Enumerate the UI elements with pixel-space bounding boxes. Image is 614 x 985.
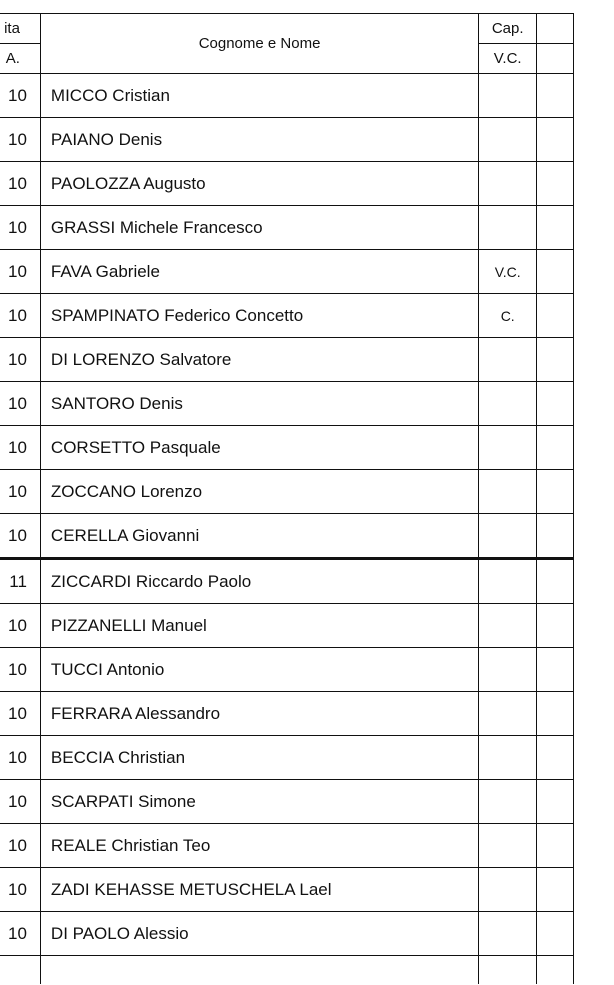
table-row bbox=[0, 824, 574, 868]
cell-extra bbox=[537, 514, 574, 559]
cell-name: CORSETTO Pasquale bbox=[40, 426, 478, 470]
cell-name: MICCO Cristian bbox=[40, 74, 478, 118]
cell-name: PIZZANELLI Manuel bbox=[40, 604, 478, 648]
cell-name: SCARPATI Simone bbox=[40, 780, 478, 824]
cell-extra bbox=[537, 470, 574, 514]
cell-cap: V.C. bbox=[479, 250, 537, 294]
header-extra-top bbox=[537, 14, 574, 44]
cell-name: SPAMPINATO Federico Concetto bbox=[40, 294, 478, 338]
cell-name: CERELLA Giovanni bbox=[40, 514, 478, 559]
cell-cap bbox=[479, 692, 537, 736]
cell-extra bbox=[537, 206, 574, 250]
cell-name: ZICCARDI Riccardo Paolo bbox=[40, 559, 478, 604]
cell-a: 10 bbox=[0, 868, 40, 912]
cell-a: 10 bbox=[0, 604, 40, 648]
cell-extra bbox=[537, 868, 574, 912]
cell-cap bbox=[479, 470, 537, 514]
table-row bbox=[0, 470, 574, 514]
table-row-partial bbox=[0, 956, 574, 985]
cell-name: FAVA Gabriele bbox=[40, 250, 478, 294]
cell-cap bbox=[479, 868, 537, 912]
cell-a: 10 bbox=[0, 250, 40, 294]
cell-name: ZADI KEHASSE METUSCHELA Lael bbox=[40, 868, 478, 912]
cell-a: 10 bbox=[0, 514, 40, 559]
cell-a: 10 bbox=[0, 294, 40, 338]
cell-extra bbox=[537, 736, 574, 780]
cell-cap bbox=[479, 736, 537, 780]
header-cap-top: Cap. bbox=[479, 14, 537, 44]
cell-a: 10 bbox=[0, 162, 40, 206]
cell-extra bbox=[537, 604, 574, 648]
cell-a: 10 bbox=[0, 648, 40, 692]
table-row bbox=[0, 338, 574, 382]
cell-a: 10 bbox=[0, 912, 40, 956]
header-a-top: ita bbox=[0, 14, 40, 44]
table-row bbox=[0, 426, 574, 470]
cell-extra bbox=[537, 559, 574, 604]
header-name: Cognome e Nome bbox=[40, 14, 478, 74]
table-row bbox=[0, 294, 574, 338]
cell-cap: C. bbox=[479, 294, 537, 338]
cell-name: DI LORENZO Salvatore bbox=[40, 338, 478, 382]
cell-extra bbox=[537, 648, 574, 692]
cell-a: 10 bbox=[0, 736, 40, 780]
cell-name: DI PAOLO Alessio bbox=[40, 912, 478, 956]
cell-name: SANTORO Denis bbox=[40, 382, 478, 426]
table-row bbox=[0, 118, 574, 162]
cell-extra bbox=[537, 118, 574, 162]
cell-a: 10 bbox=[0, 382, 40, 426]
table-row bbox=[0, 206, 574, 250]
cell-cap bbox=[479, 780, 537, 824]
cell-name: ZOCCANO Lorenzo bbox=[40, 470, 478, 514]
cell-cap bbox=[479, 338, 537, 382]
cell-name: PAOLOZZA Augusto bbox=[40, 162, 478, 206]
cell-a: 10 bbox=[0, 338, 40, 382]
cell-a: 10 bbox=[0, 780, 40, 824]
cell-name: FERRARA Alessandro bbox=[40, 692, 478, 736]
cell-a: 10 bbox=[0, 206, 40, 250]
cell-name: GRASSI Michele Francesco bbox=[40, 206, 478, 250]
cell-extra bbox=[537, 780, 574, 824]
cell-name: REALE Christian Teo bbox=[40, 824, 478, 868]
cell-name: BECCIA Christian bbox=[40, 736, 478, 780]
cell-a: 10 bbox=[0, 426, 40, 470]
table-row bbox=[0, 780, 574, 824]
table-row bbox=[0, 868, 574, 912]
cell-name: TUCCI Antonio bbox=[40, 648, 478, 692]
cell-a: 10 bbox=[0, 692, 40, 736]
cell-name: PAIANO Denis bbox=[40, 118, 478, 162]
cell-extra bbox=[537, 74, 574, 118]
cell-cap bbox=[479, 74, 537, 118]
cell-extra bbox=[537, 250, 574, 294]
header-row-top bbox=[0, 14, 574, 44]
cell-a: 10 bbox=[0, 824, 40, 868]
header-extra-bottom bbox=[537, 44, 574, 74]
table-row bbox=[0, 162, 574, 206]
cell-extra bbox=[537, 162, 574, 206]
cell-empty bbox=[479, 956, 537, 985]
cell-cap bbox=[479, 118, 537, 162]
cell-a: 10 bbox=[0, 470, 40, 514]
table-row bbox=[0, 912, 574, 956]
cell-extra bbox=[537, 382, 574, 426]
cell-empty bbox=[537, 956, 574, 985]
cell-extra bbox=[537, 426, 574, 470]
cell-extra bbox=[537, 824, 574, 868]
table-row bbox=[0, 736, 574, 780]
cell-cap bbox=[479, 514, 537, 559]
cell-extra bbox=[537, 692, 574, 736]
header-a-bottom: A. bbox=[0, 44, 40, 74]
table-row bbox=[0, 382, 574, 426]
cell-empty bbox=[40, 956, 478, 985]
roster-table bbox=[0, 13, 574, 984]
cell-cap bbox=[479, 382, 537, 426]
table-row bbox=[0, 648, 574, 692]
table-row bbox=[0, 692, 574, 736]
cell-cap bbox=[479, 604, 537, 648]
table-row bbox=[0, 559, 574, 604]
cell-extra bbox=[537, 912, 574, 956]
table-row bbox=[0, 514, 574, 559]
table-row bbox=[0, 74, 574, 118]
cell-extra bbox=[537, 294, 574, 338]
cell-a: 11 bbox=[0, 559, 40, 604]
cell-a: 10 bbox=[0, 118, 40, 162]
cell-cap bbox=[479, 559, 537, 604]
cell-cap bbox=[479, 426, 537, 470]
cell-cap bbox=[479, 912, 537, 956]
cell-cap bbox=[479, 824, 537, 868]
header-cap-bottom: V.C. bbox=[479, 44, 537, 74]
cell-cap bbox=[479, 648, 537, 692]
table-row bbox=[0, 250, 574, 294]
cell-cap bbox=[479, 162, 537, 206]
cell-empty bbox=[0, 956, 40, 985]
cell-a: 10 bbox=[0, 74, 40, 118]
table-row bbox=[0, 604, 574, 648]
cell-extra bbox=[537, 338, 574, 382]
cell-cap bbox=[479, 206, 537, 250]
